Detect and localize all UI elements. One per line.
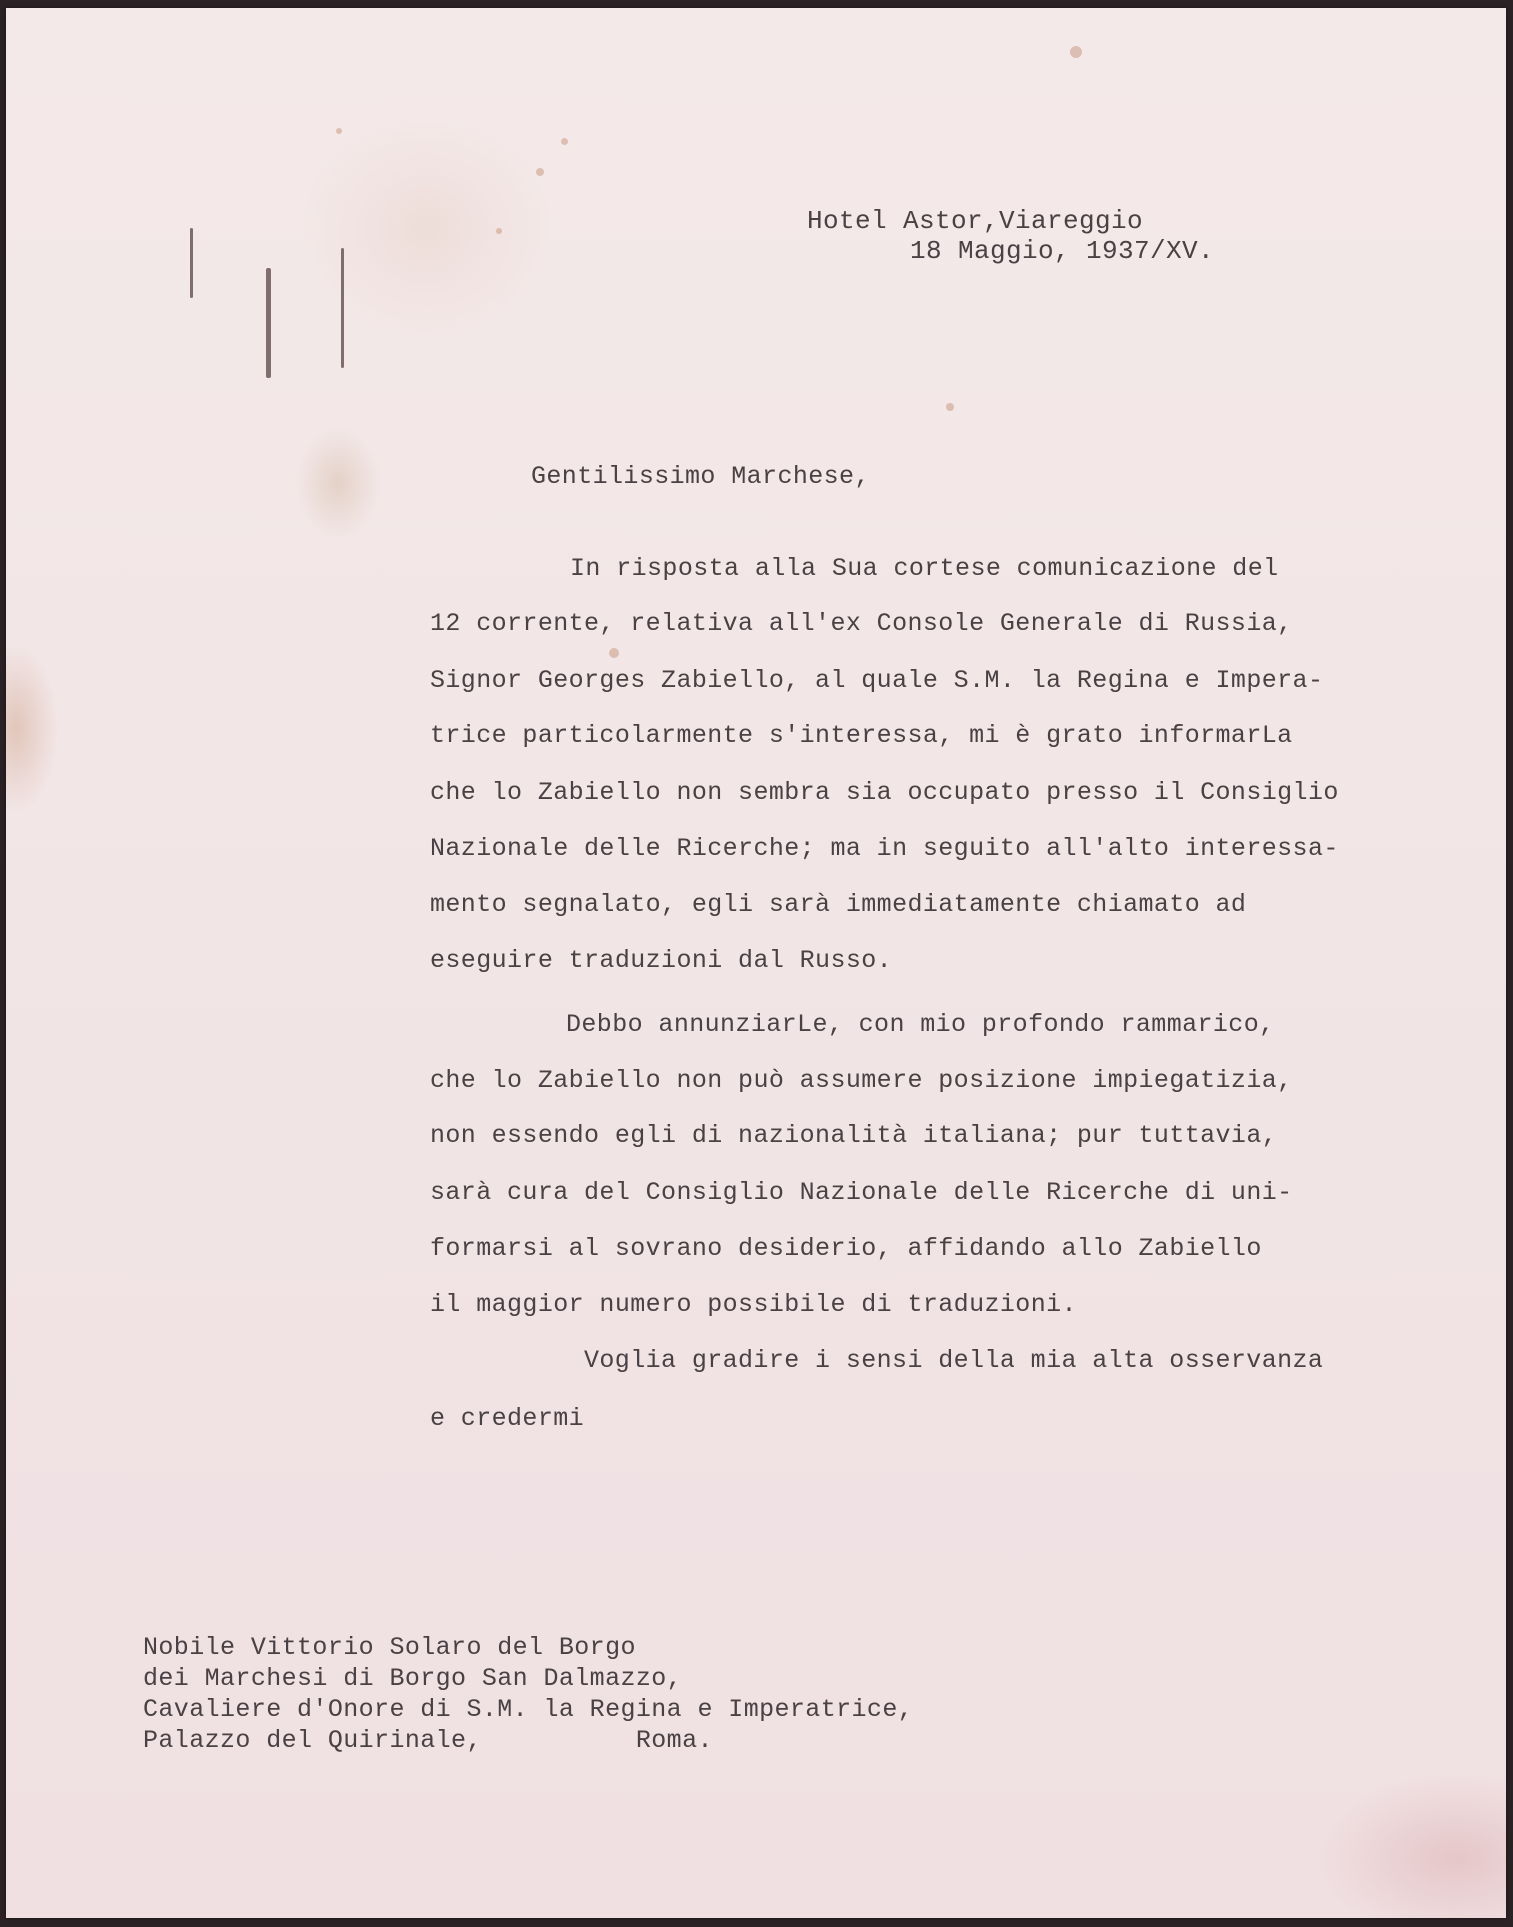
body-line: e credermi bbox=[430, 1404, 585, 1433]
staple-mark bbox=[190, 228, 193, 298]
address-line: dei Marchesi di Borgo San Dalmazzo, bbox=[143, 1664, 683, 1693]
foxing-stain bbox=[1070, 46, 1082, 58]
letter-page bbox=[6, 8, 1506, 1918]
body-line: 12 corrente, relativa all'ex Console Generale di Russia, bbox=[430, 609, 1293, 638]
letter-date: 18 Maggio, 1937/XV. bbox=[910, 236, 1215, 266]
body-line: formarsi al sovrano desiderio, affidando allo Zabiello bbox=[430, 1234, 1262, 1263]
body-line: il maggior numero possibile di traduzioni. bbox=[430, 1290, 1077, 1319]
body-line: Nazionale delle Ricerche; ma in seguito all'alto interessa- bbox=[430, 834, 1339, 863]
foxing-stain bbox=[496, 228, 502, 234]
body-line: Signor Georges Zabiello, al quale S.M. la Regina e Impera- bbox=[430, 666, 1324, 695]
staple-mark bbox=[341, 248, 344, 368]
body-line: non essendo egli di nazionalità italiana; pur tuttavia, bbox=[430, 1121, 1278, 1150]
body-line: Voglia gradire i sensi della mia alta osservanza bbox=[584, 1346, 1324, 1375]
foxing-stain bbox=[946, 403, 954, 411]
body-line: trice particolarmente s'interessa, mi è grato informarLa bbox=[430, 721, 1293, 750]
body-line: che lo Zabiello non sembra sia occupato presso il Consiglio bbox=[430, 778, 1339, 807]
body-line: mento segnalato, egli sarà immediatamente chiamato ad bbox=[430, 890, 1247, 919]
address-line: Nobile Vittorio Solaro del Borgo bbox=[143, 1633, 636, 1662]
body-line: Debbo annunziarLe, con mio profondo rammarico, bbox=[566, 1010, 1275, 1039]
letter-place: Hotel Astor,Viareggio bbox=[807, 206, 1144, 236]
body-line: sarà cura del Consiglio Nazionale delle Ricerche di uni- bbox=[430, 1178, 1293, 1207]
address-line: Palazzo del Quirinale, Roma. bbox=[143, 1726, 713, 1755]
body-line: che lo Zabiello non può assumere posizione impiegatizia, bbox=[430, 1066, 1293, 1095]
body-line: eseguire traduzioni dal Russo. bbox=[430, 946, 893, 975]
foxing-stain bbox=[536, 168, 544, 176]
salutation: Gentilissimo Marchese, bbox=[531, 462, 870, 491]
body-line: In risposta alla Sua cortese comunicazione del bbox=[570, 554, 1279, 583]
foxing-stain bbox=[336, 128, 342, 134]
staple-mark bbox=[266, 268, 271, 378]
foxing-stain bbox=[561, 138, 568, 145]
foxing-stain bbox=[609, 648, 619, 658]
address-line: Cavaliere d'Onore di S.M. la Regina e Imperatrice, bbox=[143, 1695, 914, 1724]
